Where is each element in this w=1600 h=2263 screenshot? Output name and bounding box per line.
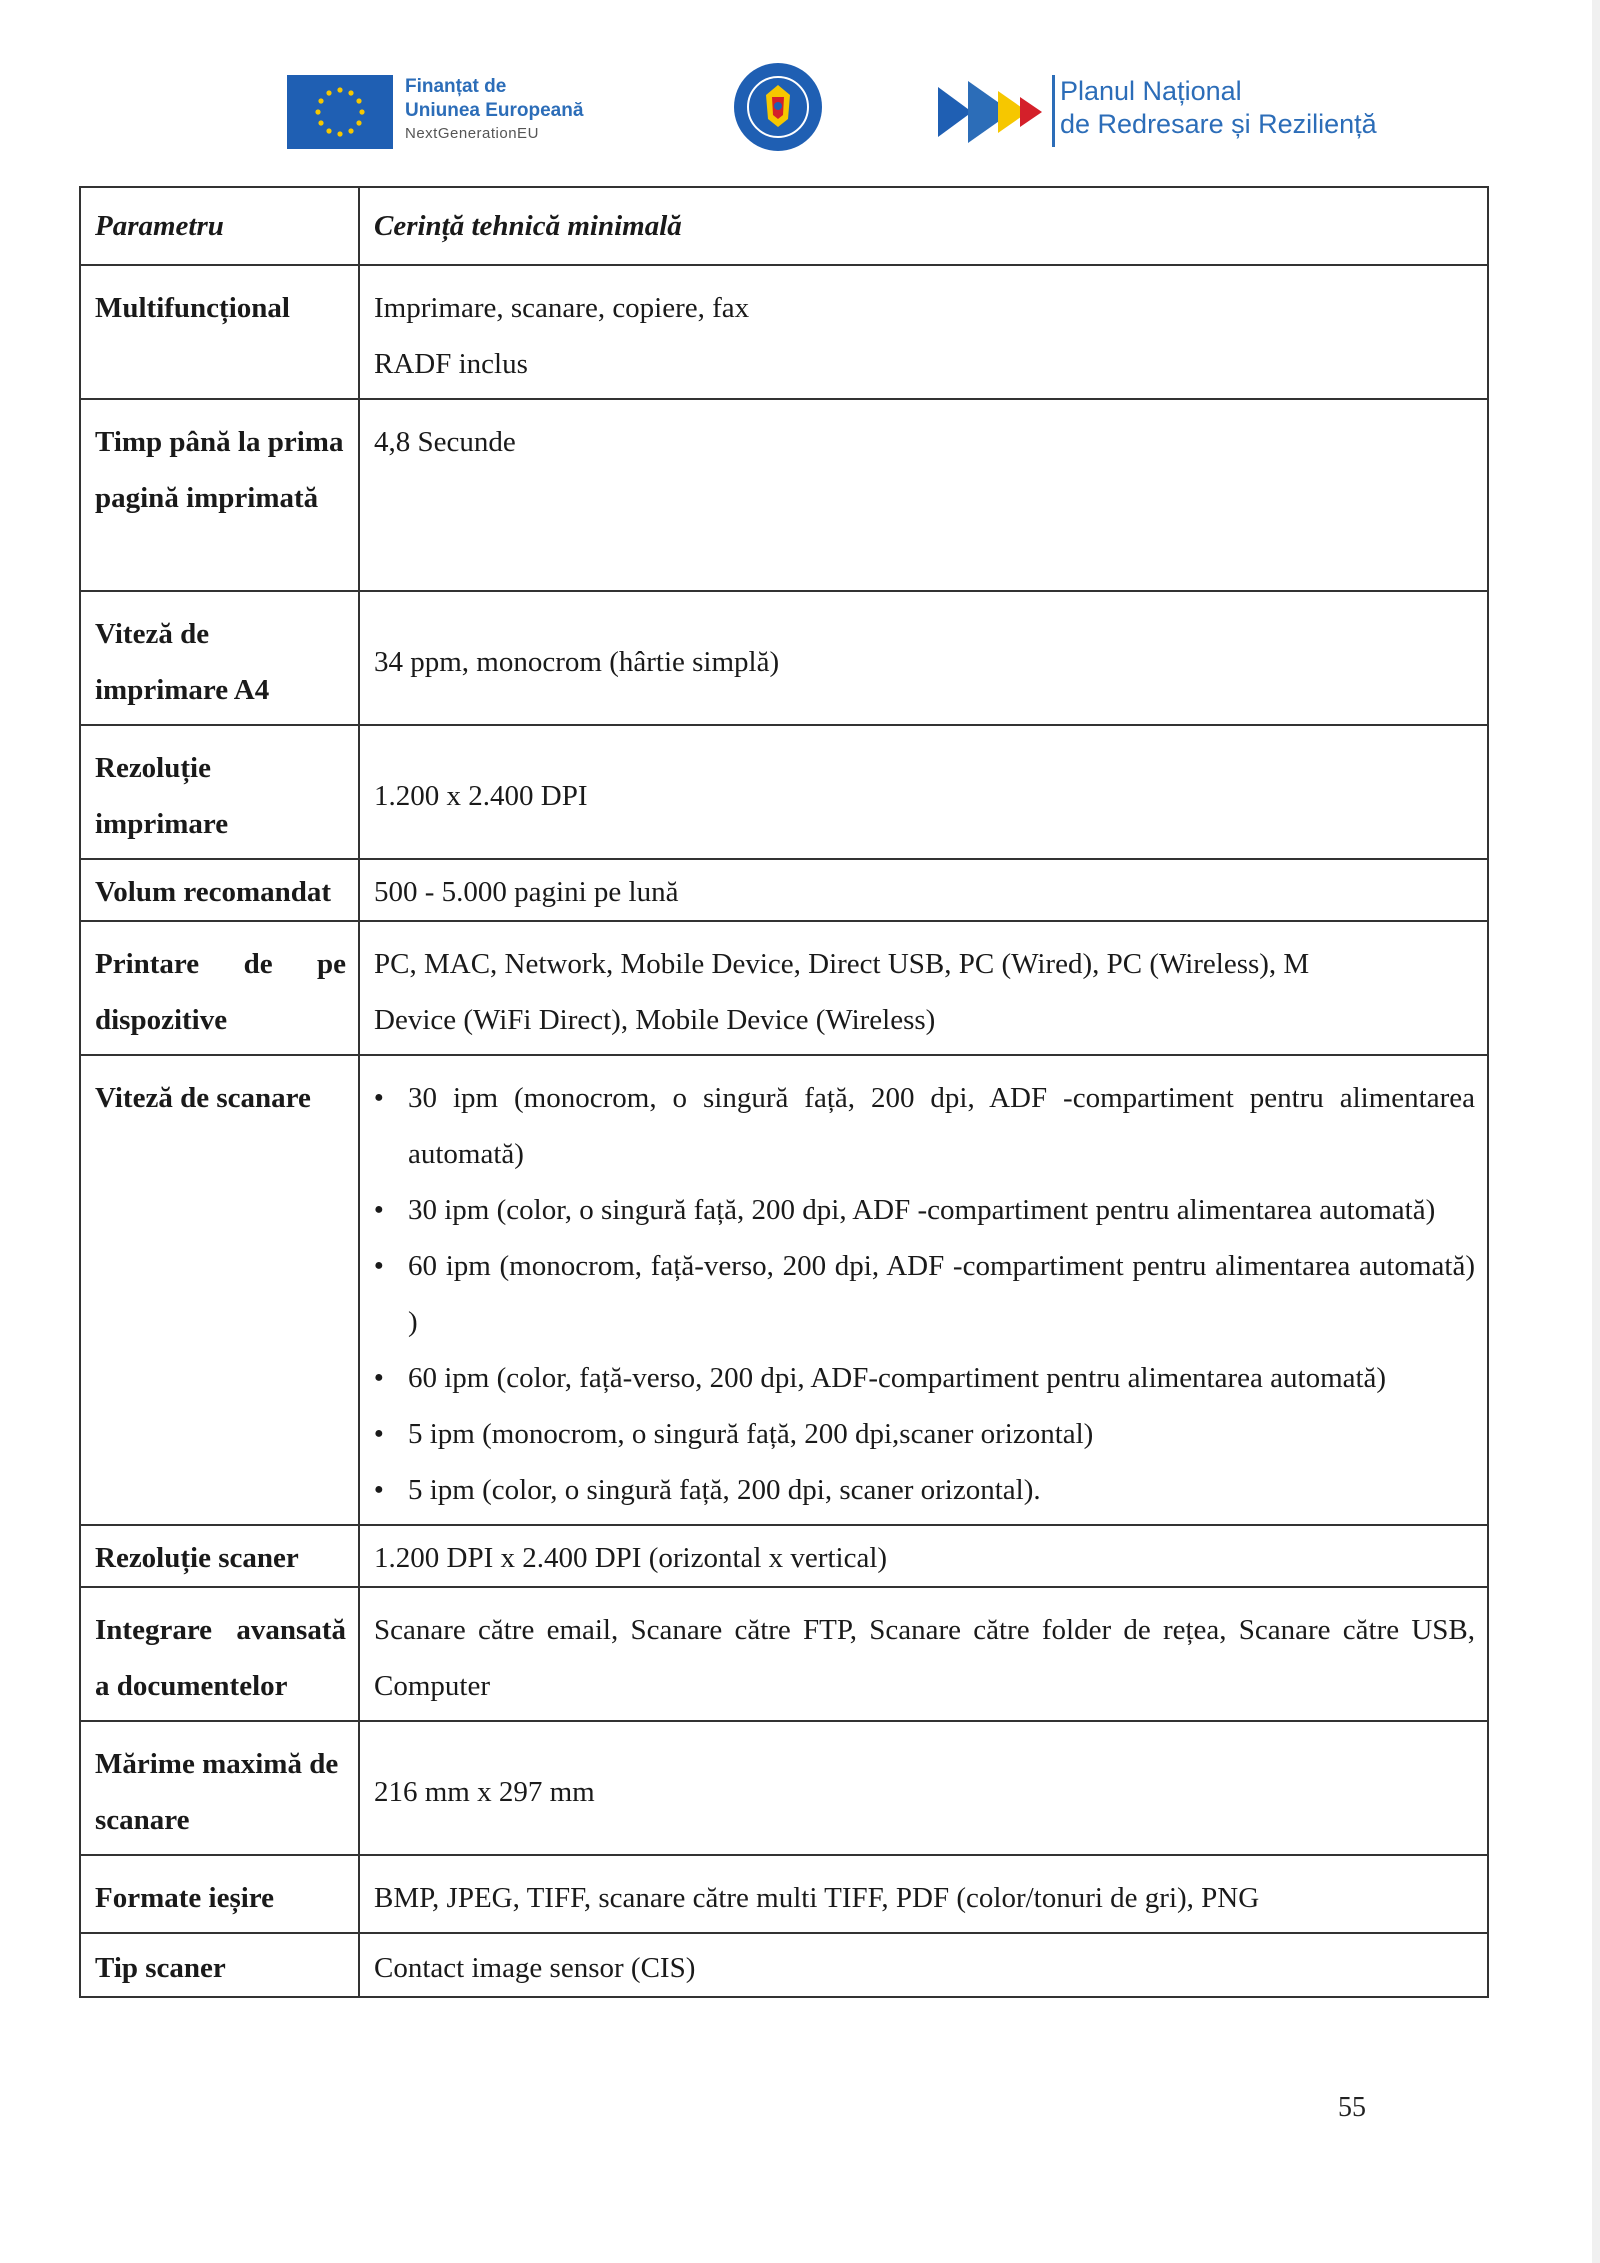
- eu-text-line2: Uniunea Europeană: [405, 100, 584, 121]
- table-row: [80, 1721, 1488, 1855]
- list-item: ● 5 ipm (color, o singură față, 200 dpi, scaner orizontal).: [408, 1462, 1475, 1518]
- table-row: [80, 1055, 1488, 1525]
- row-param-line: Printare de pe: [95, 948, 346, 980]
- pnrr-logo-text: [1060, 75, 1420, 141]
- row-requirement: BMP, JPEG, TIFF, scanare către multi TIFF, PDF (color/tonuri de gri), PNG: [359, 1855, 1488, 1933]
- row-param: Tip scaner: [80, 1933, 359, 1997]
- row-param: Rezoluție scaner: [80, 1525, 359, 1587]
- column-header-requirement: Cerință tehnică minimală: [359, 187, 1488, 265]
- row-param: Timp până la prima pagină imprimată: [80, 399, 359, 591]
- table-row: [80, 859, 1488, 921]
- list-item: ● 30 ipm (color, o singură față, 200 dpi, ADF -compartiment pentru alimentarea automată): [408, 1182, 1475, 1238]
- page-number: 55: [1338, 2092, 1366, 2123]
- requirement-line: PC, MAC, Network, Mobile Device, Direct USB, PC (Wired), PC (Wireless), M: [374, 948, 1310, 980]
- pnrr-divider: [1052, 75, 1055, 147]
- row-param: Formate ieșire: [80, 1855, 359, 1933]
- table-row: [80, 1855, 1488, 1933]
- table-row: [80, 1525, 1488, 1587]
- page-header: [0, 55, 1600, 175]
- row-param: Viteză de imprimare A4: [80, 591, 359, 725]
- row-requirement: 34 ppm, monocrom (hârtie simplă): [359, 591, 1488, 725]
- list-item: ● 60 ipm (monocrom, față-verso, 200 dpi, ADF -compartiment pentru alimentarea automată) ): [408, 1238, 1475, 1350]
- table-row: [80, 921, 1488, 1055]
- pnrr-arrow-icon: [938, 79, 1048, 145]
- eu-logo-text: [405, 75, 625, 145]
- row-requirement: 216 mm x 297 mm: [359, 1721, 1488, 1855]
- eu-text-line1: Finanțat de: [405, 76, 507, 97]
- row-requirement: Contact image sensor (CIS): [359, 1933, 1488, 1997]
- table-row: [80, 265, 1488, 399]
- requirement-line: RADF inclus: [374, 348, 528, 380]
- row-param: [80, 1587, 359, 1721]
- spec-table: [79, 186, 1489, 1998]
- row-param: Viteză de scanare: [80, 1055, 359, 1525]
- table-row: [80, 1933, 1488, 1997]
- scan-speed-list: [374, 1070, 1475, 1518]
- row-requirement: 4,8 Secunde: [359, 399, 1488, 591]
- row-requirement: 1.200 DPI x 2.400 DPI (orizontal x vertical): [359, 1525, 1488, 1587]
- table-row: [80, 591, 1488, 725]
- row-param-line: dispozitive: [95, 1004, 228, 1036]
- page-edge: [1592, 0, 1600, 2263]
- row-requirement: 500 - 5.000 pagini pe lună: [359, 859, 1488, 921]
- row-requirement: [359, 265, 1488, 399]
- government-seal-icon: [732, 61, 824, 153]
- column-header-parameter: Parametru: [80, 187, 359, 265]
- list-item: ● 30 ipm (monocrom, o singură față, 200 dpi, ADF -compartiment pentru alimentarea automată): [408, 1070, 1475, 1182]
- requirement-line: Imprimare, scanare, copiere, fax: [374, 292, 750, 324]
- row-param: [80, 921, 359, 1055]
- row-requirement: [359, 921, 1488, 1055]
- table-row: [80, 399, 1488, 591]
- row-requirement: Scanare către email, Scanare către FTP, Scanare către folder de rețea, Scanare către USB, Computer: [359, 1587, 1488, 1721]
- pnrr-text-line1: Planul Național: [1060, 76, 1242, 106]
- row-param: Multifuncțional: [80, 265, 359, 399]
- row-param: Rezoluție imprimare: [80, 725, 359, 859]
- table-row: [80, 1587, 1488, 1721]
- list-item: ● 60 ipm (color, față-verso, 200 dpi, ADF-compartiment pentru alimentarea automată): [408, 1350, 1475, 1406]
- row-param-line: a documentelor: [95, 1670, 288, 1702]
- pnrr-text-line2: de Redresare și Reziliență: [1060, 109, 1377, 139]
- table-row: [80, 725, 1488, 859]
- row-param-line: Integrare avansată: [95, 1614, 346, 1646]
- row-requirement: 1.200 x 2.400 DPI: [359, 725, 1488, 859]
- eu-text-line3: NextGenerationEU: [405, 125, 539, 142]
- row-requirement: [359, 1055, 1488, 1525]
- requirement-line: Device (WiFi Direct), Mobile Device (Wireless): [374, 1004, 936, 1036]
- table-header-row: [80, 187, 1488, 265]
- eu-flag-icon: [287, 75, 393, 149]
- row-param: Volum recomandat: [80, 859, 359, 921]
- list-item: ● 5 ipm (monocrom, o singură față, 200 dpi,scaner orizontal): [408, 1406, 1475, 1462]
- row-param: Mărime maximă de scanare: [80, 1721, 359, 1855]
